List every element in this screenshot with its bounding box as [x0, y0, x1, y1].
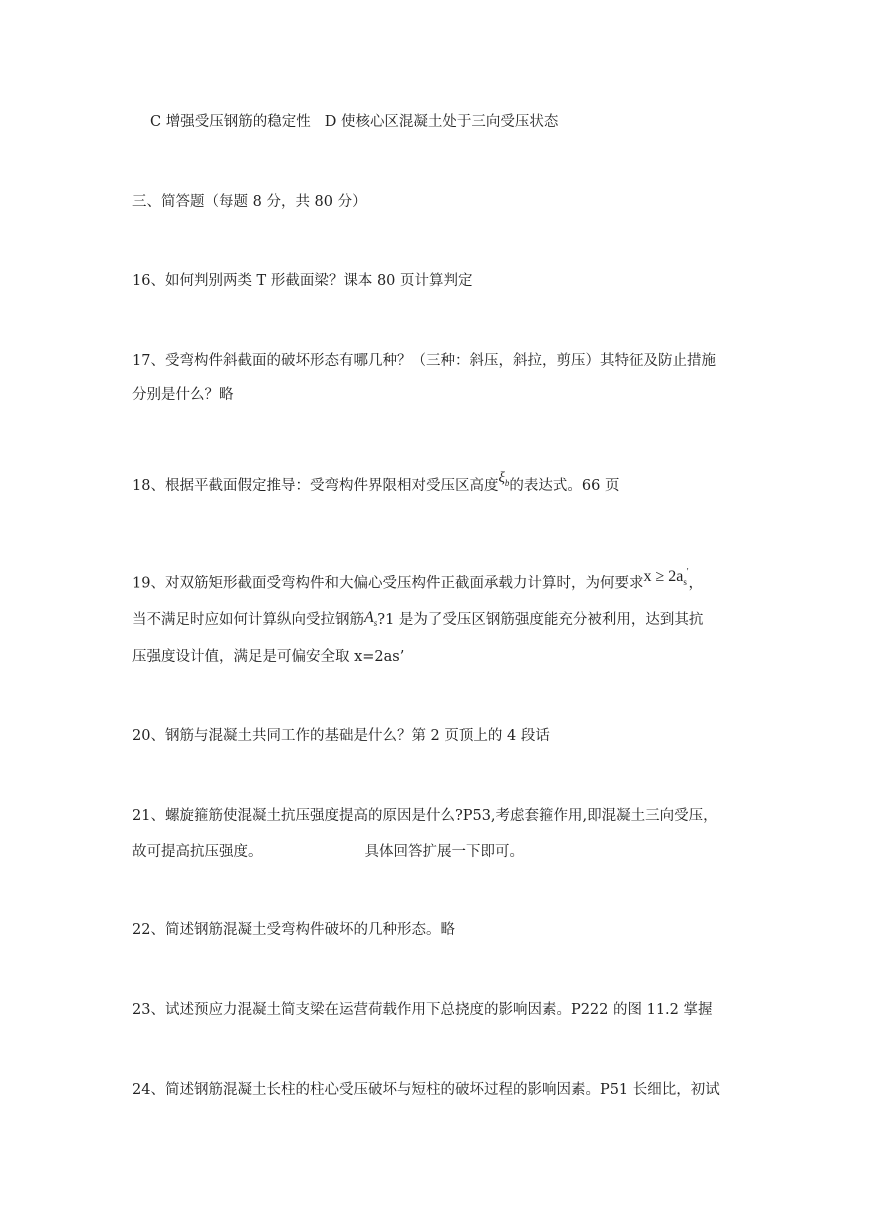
xi-b-symbol: $\xi_b$ — [498, 470, 510, 488]
question-18 — [132, 470, 620, 501]
question-21-answer-a: 故可提高抗压强度。 — [132, 844, 263, 860]
question-21-line-2 — [132, 842, 524, 862]
question-21-line-1: 21、螺旋箍筋使混凝土抗压强度提高的原因是什么?P53,考虑套箍作用,即混凝土三向受压， — [132, 808, 718, 824]
question-20: 20、钢筋与混凝土共同工作的基础是什么？第 2 页顶上的 4 段话 — [132, 728, 550, 744]
comma: ， — [688, 575, 703, 592]
option-d: D 使核心区混凝土处于三向受压状态 — [324, 114, 559, 130]
question-19-answer: ?1 是为了受压区钢筋强度能充分被利用，达到其抗 — [377, 612, 704, 628]
question-22: 22、简述钢筋混凝土受弯构件破坏的几种形态。略 — [132, 922, 455, 938]
question-19-line-1 — [132, 568, 703, 599]
formula-x-ge-2as: $x \ge 2a_s'$ — [643, 567, 689, 588]
question-17-line-1: 17、受弯构件斜截面的破坏形态有哪几种？（三种：斜压，斜拉，剪压）其特征及防止措施 — [132, 353, 716, 369]
section-title: 三、简答题（每题 8 分，共 80 分） — [132, 194, 367, 210]
question-16: 16、如何判别两类 T 形截面梁？课本 80 页计算判定 — [132, 273, 473, 289]
question-19-text-2: 当不满足时应如何计算纵向受拉钢筋 — [132, 612, 364, 628]
question-18-text: 18、根据平截面假定推导：受弯构件界限相对受压区高度 — [132, 478, 499, 494]
question-19-line-3: 压强度设计值，满足是可偏安全取 x=2as’ — [132, 649, 405, 665]
question-15-options — [150, 112, 558, 132]
question-17-line-2: 分别是什么？略 — [132, 387, 234, 403]
option-c: C 增强受压钢筋的稳定性 — [150, 114, 311, 130]
question-19-line-2 — [132, 610, 703, 635]
question-19-text: 19、对双筋矩形截面受弯构件和大偏心受压构件正截面承载力计算时，为何要求 — [132, 575, 644, 592]
question-21-answer-b: 具体回答扩展一下即可。 — [364, 844, 524, 860]
question-23: 23、试述预应力混凝土简支梁在运营荷载作用下总挠度的影响因素。P222 的图 11.2 掌握 — [132, 1002, 713, 1018]
question-18-text-end: 的表达式。66 页 — [509, 478, 620, 494]
question-24: 24、简述钢筋混凝土长柱的柱心受压破坏与短柱的破坏过程的影响因素。P51 长细比，初试 — [132, 1082, 720, 1098]
as-symbol: $A_s$ — [364, 609, 378, 629]
